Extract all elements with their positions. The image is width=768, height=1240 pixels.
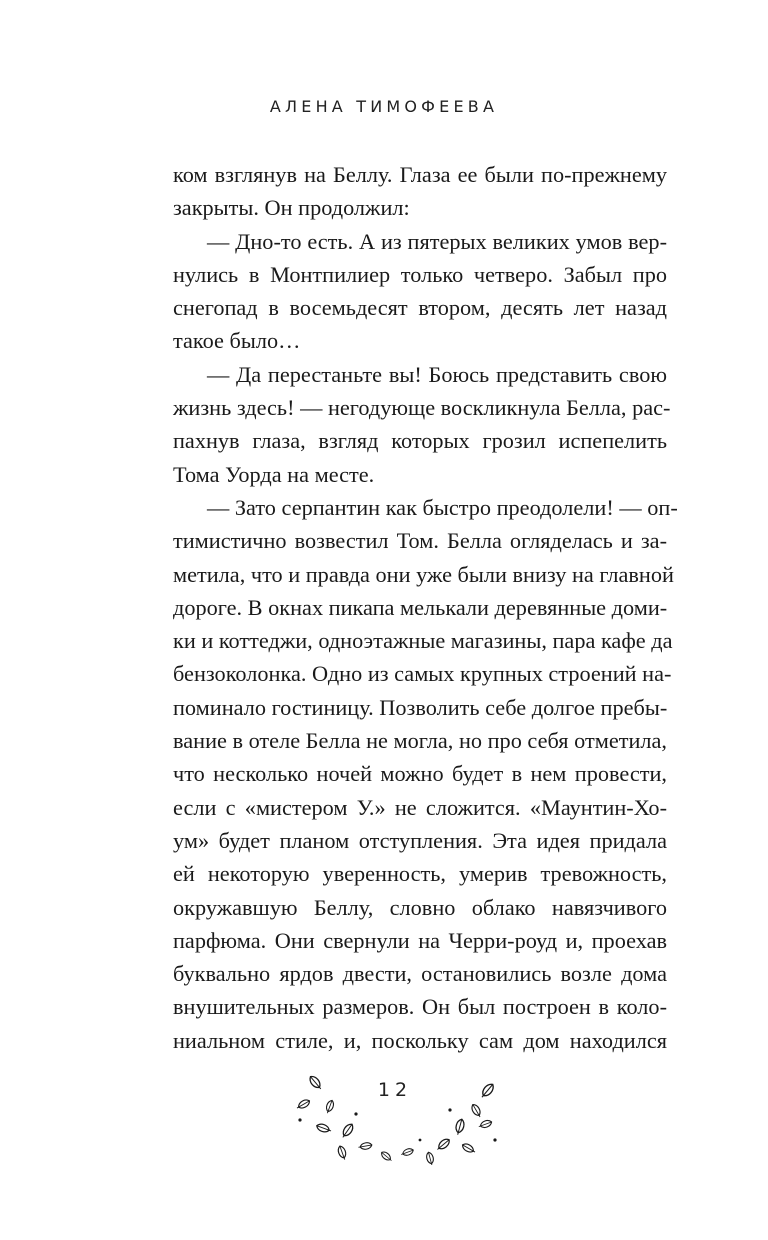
body-text (173, 158, 678, 1057)
text-line: дороге. В окнах пикапа мелькали деревянные доми- (173, 594, 668, 620)
text-line: пахнув глаза, взгляд которых грозил испепелить (173, 428, 667, 454)
text-line: парфюма. Они свернули на Черри-роуд и, проехав (173, 927, 667, 953)
page-number: 12 (377, 1079, 413, 1101)
text-line: — Дно-то есть. А из пятерых великих умов вер- (207, 228, 667, 254)
text-line: такое было… (173, 328, 301, 354)
text-line: — Да перестаньте вы! Боюсь представить свою (207, 361, 667, 387)
text-line: что несколько ночей можно будет в нем провести, (173, 761, 667, 787)
page-footer (290, 1070, 500, 1165)
text-line: ей некоторую уверенность, умерив тревожность, (173, 861, 667, 887)
text-line: жизнь здесь! — негодующе воскликнула Белла, рас- (173, 395, 671, 421)
text-line: поминало гостиницу. Позволить себе долгое пребы- (173, 694, 668, 720)
text-line: нулись в Монтпилиер только четверо. Забыл про (173, 261, 667, 287)
text-line: бензоколонка. Одно из самых крупных строений на- (173, 661, 672, 687)
text-line: снегопад в восемьдесят втором, десять лет назад (173, 295, 667, 321)
text-line: буквально ярдов двести, остановились возле дома (173, 961, 667, 987)
text-line: метила, что и правда они уже были внизу на главной (173, 561, 674, 587)
text-line: ком взглянув на Беллу. Глаза ее были по-прежнему (173, 162, 667, 187)
running-head-author: АЛЕНА ТИМОФЕЕВА (269, 97, 499, 116)
text-line: ки и коттеджи, одноэтажные магазины, пара кафе да (173, 628, 673, 654)
text-line: внушительных размеров. Он был построен в коло- (173, 994, 667, 1020)
text-line: Тома Уорда на месте. (173, 461, 375, 487)
text-line: — Зато серпантин как быстро преодолели! — оп- (207, 494, 678, 520)
text-line: вание в отеле Белла не могла, но про себя отметила, (173, 728, 667, 754)
text-line: окружавшую Беллу, словно облако навязчивого (173, 894, 667, 920)
text-line: ниальном стиле, и, поскольку сам дом находился (173, 1027, 667, 1053)
text-line: если с «мистером У.» не сложится. «Маунтин-Хо- (173, 794, 667, 820)
text-line: закрыты. Он продолжил: (173, 195, 410, 221)
text-line: ум» будет планом отступления. Эта идея придала (173, 827, 667, 853)
text-line: тимистично возвестил Том. Белла огляделась и за- (173, 528, 667, 554)
